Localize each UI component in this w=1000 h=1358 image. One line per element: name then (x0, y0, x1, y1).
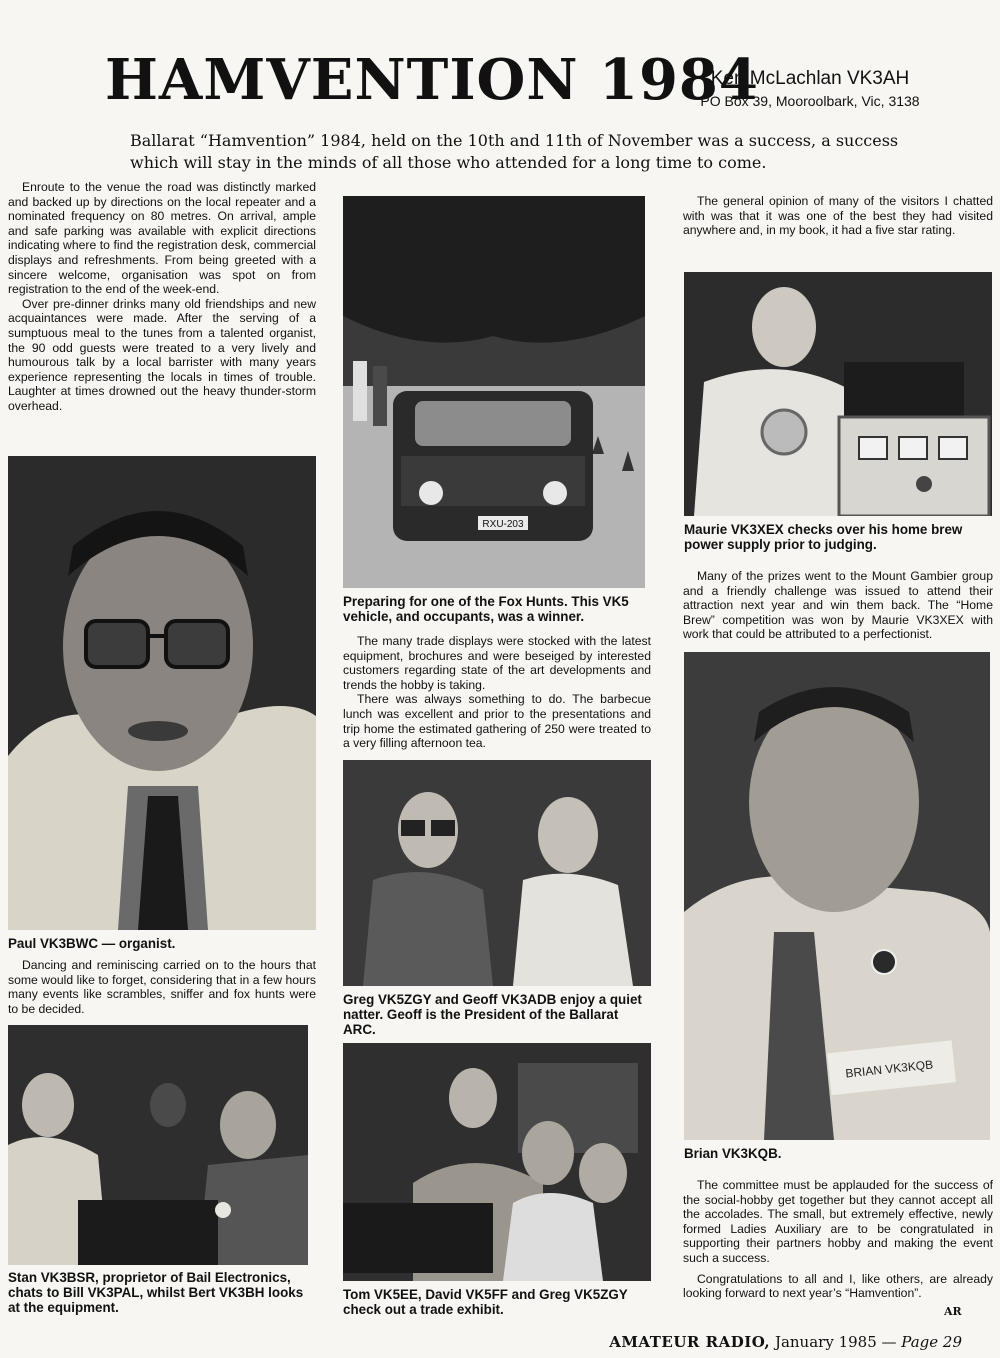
col3-paragraph-1: The general opinion of many of the visitors I chatted with was that it was one of the best they had visited anywhere and, in my book, it had a five star rating. (683, 194, 993, 238)
footer-page: Page 29 (901, 1333, 962, 1351)
car-illustration (343, 196, 645, 588)
footer-issue: January 1985 — (774, 1333, 897, 1351)
group-illustration (8, 1025, 308, 1265)
brian-portrait-illustration (684, 652, 990, 1140)
photo-brian (684, 652, 990, 1140)
author-name: Ken McLachlan VK3AH (710, 68, 910, 89)
photo-greg-geoff (343, 760, 651, 986)
photo-stan-bail-electronics (8, 1025, 308, 1265)
photo-trade-exhibit (343, 1043, 651, 1281)
col3-paragraph-4: Congratulations to all and I, like others, are already looking forward to next year’s “Hamvention”. (683, 1271, 993, 1301)
article-title: HAMVENTION 1984 (105, 47, 759, 113)
footer-magazine: AMATEUR RADIO, (609, 1333, 771, 1351)
caption-fox-hunt: Preparing for one of the Fox Hunts. This VK5 vehicle, and occupants, was a winner. (343, 594, 629, 625)
caption-greg-geoff: Greg VK5ZGY and Geoff VK3ADB enjoy a quiet natter. Geoff is the President of the Ballarat ARC. (343, 992, 642, 1038)
name-badge: BRIAN VK3KQB (844, 1057, 934, 1081)
page-footer (609, 1333, 962, 1351)
col3-paragraph-3: The committee must be applauded for the success of the social-hobby get together but they cannot accept all the accolades. The small, but extremely effective, newly formed Ladies Auxiliary are to be congratulated in supporting their partners hobby and making the event such a success. (683, 1178, 993, 1265)
intro-paragraph: Ballarat “Hamvention” 1984, held on the 10th and 11th of November was a success, a success which will stay in the minds of all those who attended for a long time to come. (130, 131, 899, 172)
photo-paul-organist (8, 456, 316, 930)
portrait-illustration (8, 456, 316, 930)
col1-paragraph-1: Enroute to the venue the road was distinctly marked and backed up by directions on the local repeater and a nominated frequency on 80 metres. On arrival, ample and safe parking was available with explicit directions indicating where to find the registration desk, commercial displays and refreshments. From being greeted with a sincere welcome, organisation was spot on from registration to the end of the week-end. (8, 180, 316, 297)
caption-brian: Brian VK3KQB. (684, 1146, 782, 1161)
col2-paragraph-2: There was always something to do. The barbecue lunch was excellent and prior to the presentations and trip home the estimated gathering of 250 were treated to a very filling afternoon tea. (343, 692, 651, 751)
caption-paul: Paul VK3BWC — organist. (8, 936, 176, 951)
author-address: PO Box 39, Mooroolbark, Vic, 3138 (700, 93, 920, 109)
col3-text-bottom (683, 1178, 993, 1301)
col3-text-top (683, 194, 993, 238)
col1-paragraph-2: Over pre-dinner drinks many old friendships and new acquaintances were made. After the serving of a sumptuous meal to the tunes from a talented organist, the 90 odd guests were treated to a very lively and humourous talk by a local barrister with many years experience representing the locals in times of trouble. Laughter at times drowned out the heavy thunder-storm overhead. (8, 296, 316, 413)
license-plate: RXU-203 (482, 519, 524, 530)
caption-maurie: Maurie VK3XEX checks over his home brew power supply prior to judging. (684, 522, 963, 553)
col3-text-mid (683, 569, 993, 642)
col2-text (343, 634, 651, 751)
photo-maurie-power-supply (684, 272, 992, 516)
col2-paragraph-1: The many trade displays were stocked with the latest equipment, brochures and were beseiged by interested customers regarding state of the art developments and trends the hobby is taking. (343, 634, 651, 692)
caption-stan: Stan VK3BSR, proprietor of Bail Electronics, chats to Bill VK3PAL, whilst Bert VK3BH looks at the equipment. (8, 1270, 304, 1316)
col3-paragraph-2: Many of the prizes went to the Mount Gambier group and a friendly challenge was issued to attend their attraction next year and win them back. The “Home Brew” competition was won by Maurie VK3XEX with work that could be attributed to a perfectionist. (683, 569, 993, 642)
col1-text-top (8, 180, 316, 414)
caption-tom-david-greg: Tom VK5EE, David VK5FF and Greg VK5ZGY check out a trade exhibit. (343, 1287, 628, 1318)
photo-fox-hunt-car (343, 196, 645, 588)
author-block (695, 68, 925, 112)
end-mark: AR (944, 1305, 962, 1318)
power-supply-illustration (684, 272, 992, 516)
two-men-illustration (343, 760, 651, 986)
col1-paragraph-3: Dancing and reminiscing carried on to the hours that some would like to forget, considering that in a few hours many events like scrambles, sniffer and fox hunts were to be decided. (8, 958, 316, 1016)
exhibit-illustration (343, 1043, 651, 1281)
col1-text-mid (8, 958, 316, 1016)
